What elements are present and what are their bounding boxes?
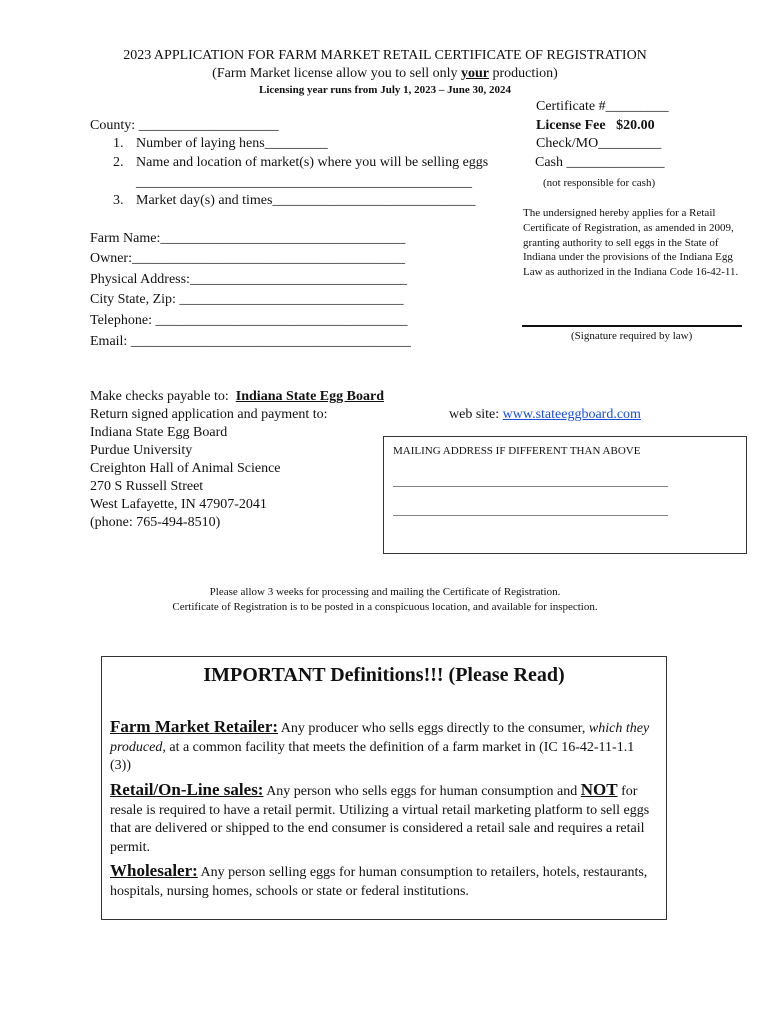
address-line: Creighton Hall of Animal Science	[90, 461, 281, 476]
mailing-address-line-1[interactable]: __________________________________________________	[393, 476, 668, 488]
definition-retail	[110, 781, 658, 857]
definition-term: Wholesaler:	[110, 861, 198, 880]
website-link[interactable]: www.stateeggboard.com	[502, 407, 641, 422]
payable-label: Make checks payable to:	[90, 389, 229, 404]
market-location-label: Name and location of market(s) where you will be selling eggs	[136, 155, 489, 170]
posting-notice: Certificate of Registration is to be posted in a conspicuous location, and available for inspection.	[172, 601, 598, 613]
laying-hens-field[interactable]: Number of laying hens_________	[136, 136, 328, 151]
q3-number: 3.	[113, 193, 124, 208]
license-fee-value: $20.00	[616, 118, 655, 133]
address-line: Indiana State Egg Board	[90, 425, 228, 440]
license-fee	[536, 117, 655, 135]
physical-address-field[interactable]: Physical Address:_______________________________	[90, 272, 407, 287]
definition-term: Farm Market Retailer:	[110, 717, 279, 736]
cash-field[interactable]: Cash ______________	[535, 155, 665, 170]
mailing-address-label: MAILING ADDRESS IF DIFFERENT THAN ABOVE	[393, 445, 641, 457]
return-label: Return signed application and payment to:	[90, 407, 328, 422]
definition-text: Any person selling eggs for human consumption to retailers, hotels, restaurants, hospitals, nursing homes, schools or state or federal institutions.	[110, 865, 648, 899]
definition-text: for resale is required to have a retail permit. Utilizing a virtual retail marketing platform to sell eggs that are delivered or shipped to the end consumer is considered a retail sale and requires a retail permit.	[110, 784, 650, 855]
definitions-title: IMPORTANT Definitions!!! (Please Read)	[203, 664, 565, 686]
signature-note: (Signature required by law)	[571, 330, 693, 342]
form-title: 2023 APPLICATION FOR FARM MARKET RETAIL CERTIFICATE OF REGISTRATION	[123, 48, 647, 63]
mailing-address-line-2[interactable]: __________________________________________________	[393, 505, 668, 517]
q1-number: 1.	[113, 136, 124, 151]
certificate-number-field[interactable]: Certificate #_________	[536, 99, 669, 114]
definition-farm-market	[110, 718, 658, 776]
payable-to-name: Indiana State Egg Board	[235, 389, 384, 404]
q2-number: 2.	[113, 155, 124, 170]
definition-text: Any person who sells eggs for human consumption and	[263, 784, 581, 799]
county-field[interactable]: County: ____________________	[90, 118, 279, 133]
owner-field[interactable]: Owner:_______________________________________	[90, 251, 405, 266]
farm-name-field[interactable]: Farm Name:___________________________________	[90, 231, 406, 246]
market-days-field[interactable]: Market day(s) and times_____________________________	[136, 193, 476, 208]
processing-notice: Please allow 3 weeks for processing and mailing the Certificate of Registration.	[209, 586, 561, 598]
email-field[interactable]: Email: ________________________________________	[90, 334, 411, 349]
address-line: (phone: 765-494-8510)	[90, 515, 221, 530]
definition-not: NOT	[580, 780, 618, 799]
definition-wholesaler	[110, 862, 658, 901]
license-fee-label: License Fee	[536, 118, 606, 133]
address-line: West Lafayette, IN 47907-2041	[90, 497, 267, 512]
website-label: web site:	[449, 407, 500, 422]
definition-text: Any producer who sells eggs directly to the consumer,	[278, 721, 586, 736]
definition-italic: which they produced	[110, 721, 650, 755]
cash-note: (not responsible for cash)	[543, 177, 656, 189]
market-location-field[interactable]: ________________________________________________	[136, 175, 472, 190]
subtitle-text: (Farm Market license allow you to sell only	[212, 66, 461, 81]
address-line: Purdue University	[90, 443, 193, 458]
address-line: 270 S Russell Street	[90, 479, 204, 494]
form-subtitle	[0, 65, 770, 83]
subtitle-emphasis: your	[461, 66, 489, 81]
website	[449, 406, 641, 424]
signature-line[interactable]	[522, 325, 742, 327]
declaration-text: The undersigned hereby applies for a Retail Certificate of Registration, as amended in 2009, granting authority to sell eggs in the State of Indiana under the provisions of the Indiana Egg Law as authorized in the Indiana Code 16-42-11.	[523, 207, 739, 279]
licensing-year: Licensing year runs from July 1, 2023 – June 30, 2024	[259, 84, 511, 96]
payable-to	[90, 388, 384, 406]
definition-term: Retail/On-Line sales:	[110, 780, 264, 799]
subtitle-text-end: production)	[489, 66, 558, 81]
check-mo-field[interactable]: Check/MO_________	[536, 136, 662, 151]
city-state-zip-field[interactable]: City State, Zip: ________________________________	[90, 292, 404, 307]
telephone-field[interactable]: Telephone: ____________________________________	[90, 313, 408, 328]
definition-text: , at a common facility that meets the definition of a farm market in (IC 16-42-11-1.1 (3))	[110, 739, 635, 773]
